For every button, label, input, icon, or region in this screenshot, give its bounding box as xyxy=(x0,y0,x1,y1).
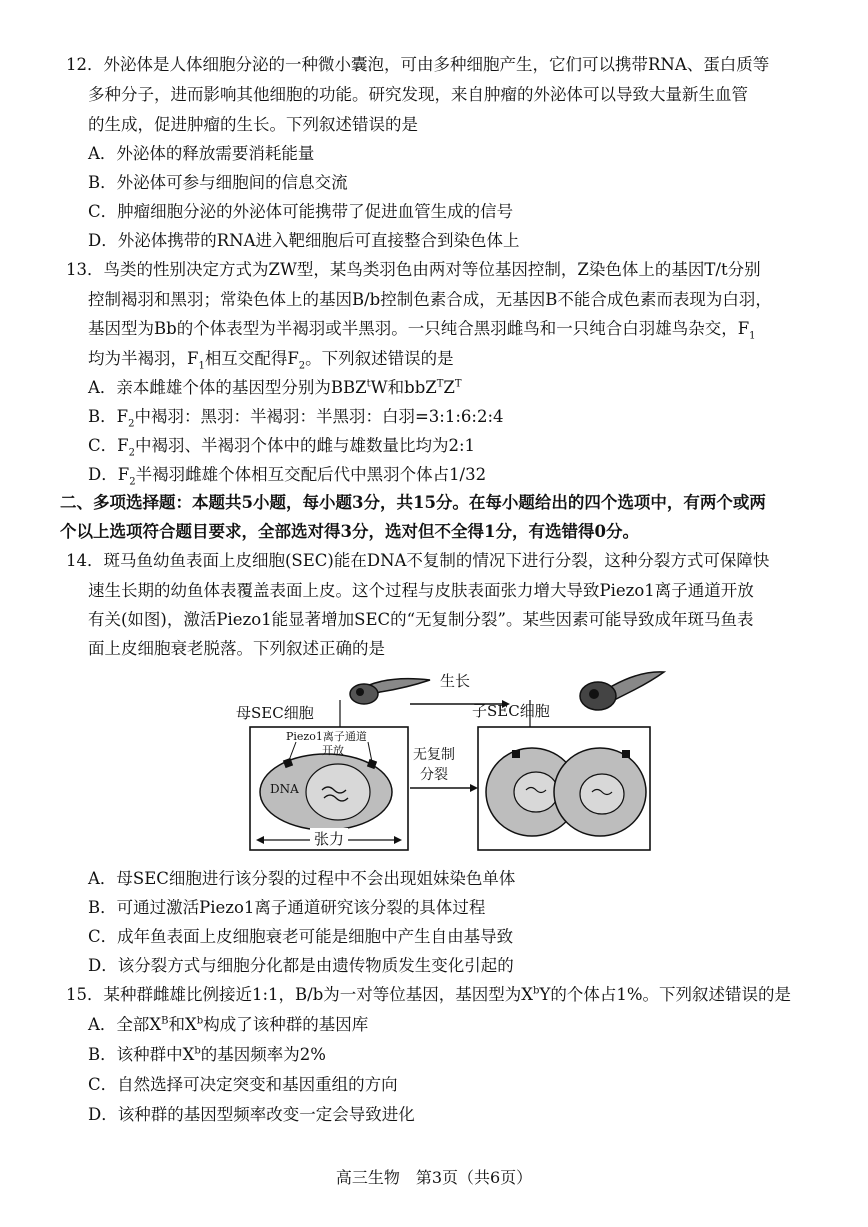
section-2-heading-line-2: 个以上选项符合题目要求，全部选对得3分，选对但不全得1分，有选错得0分。 xyxy=(60,522,639,541)
q14-stem-line-4: 面上皮细胞衰老脱落。下列叙述正确的是 xyxy=(88,639,385,658)
q15-option-d: D．该种群的基因型频率改变一定会导致进化 xyxy=(88,1105,415,1124)
q12-option-b: B．外泌体可参与细胞间的信息交流 xyxy=(88,173,348,192)
section-2-heading-line-1: 二、多项选择题：本题共5小题，每小题3分，共15分。在每小题给出的四个选项中，有两个或两 xyxy=(60,493,766,512)
q13-option-a: A．亲本雌雄个体的基因型分别为BBZ$^t$W和$bbZ^TZ^T$ xyxy=(88,378,462,397)
q14-option-d: D．该分裂方式与细胞分化都是由遗传物质发生变化引起的 xyxy=(88,956,514,975)
mother-cell-label: 母SEC细胞 xyxy=(236,704,314,722)
piezo1-channel-label: Piezo1离子通道 xyxy=(286,730,367,743)
q13-stem-line-1: 13．鸟类的性别决定方式为ZW型，某鸟类羽色由两对等位基因控制，Z染色体上的基因T/t分别 xyxy=(66,260,761,279)
dna-label: DNA xyxy=(270,782,299,796)
q13-stem-line-2: 控制褐羽和黑羽；常染色体上的基因B/b控制色素合成，无基因B不能合成色素而表现为白羽， xyxy=(88,290,772,309)
q14-stem-line-2: 速生长期的幼鱼体表覆盖表面上皮。这个过程与皮肤表面张力增大导致Piezo1离子通道开放 xyxy=(88,581,754,600)
q15-option-b: B．该种群中$X^b$的基因频率为2% xyxy=(88,1045,326,1064)
q15-option-c: C．自然选择可决定突变和基因重组的方向 xyxy=(88,1075,398,1094)
division-label-2: 分裂 xyxy=(420,767,448,783)
growth-label: 生长 xyxy=(440,672,471,690)
fish-larva-small-icon xyxy=(350,679,430,704)
q14-option-b: B．可通过激活Piezo1离子通道研究该分裂的具体过程 xyxy=(88,898,486,917)
fish-larva-large-icon xyxy=(580,672,664,710)
q12-stem-line-1: 12．外泌体是人体细胞分泌的一种微小囊泡，可由多种细胞产生，它们可以携带RNA、蛋白质等 xyxy=(66,55,770,74)
q15-option-a: A．全部$X^B$和$X^b$构成了该种群的基因库 xyxy=(88,1015,369,1034)
q14-stem-line-3: 有关(如图)，激活Piezo1能显著增加SEC的“无复制分裂”。某些因素可能导致成年斑马鱼表 xyxy=(88,610,754,629)
daughter-cell-label: 子SEC细胞 xyxy=(472,702,550,720)
sec-division-diagram xyxy=(230,662,670,862)
q13-option-c: C．$F_2$中褐羽、半褐羽个体中的雌与雄数量比均为2:1 xyxy=(88,436,476,459)
q13-stem-line-4: 均为半褐羽，$F_1$相互交配得$F_2$。下列叙述错误的是 xyxy=(88,349,454,372)
q13-stem-line-3: 基因型为Bb的个体表型为半褐羽或半黑羽。一只纯合黑羽雌鸟和一只纯合白羽雄鸟杂交，$F_1$ xyxy=(88,319,756,342)
channel-open-label: 开放 xyxy=(322,744,344,757)
q12-stem-line-3: 的生成，促进肿瘤的生长。下列叙述错误的是 xyxy=(88,115,418,134)
q14-option-a: A．母SEC细胞进行该分裂的过程中不会出现姐妹染色单体 xyxy=(88,869,516,888)
q13-option-b: B．$F_2$中褐羽：黑羽：半褐羽：半黑羽：白羽=3:1:6:2:4 xyxy=(88,407,504,430)
q13-option-d: D．$F_2$半褐羽雌雄个体相互交配后代中黑羽个体占1/32 xyxy=(88,465,487,488)
tension-label: 张力 xyxy=(310,828,348,849)
q12-option-a: A．外泌体的释放需要消耗能量 xyxy=(88,144,315,163)
q12-option-c: C．肿瘤细胞分泌的外泌体可能携带了促进血管生成的信号 xyxy=(88,202,514,221)
q12-stem-line-2: 多种分子，进而影响其他细胞的功能。研究发现，来自肿瘤的外泌体可以导致大量新生血管 xyxy=(88,85,748,104)
q14-stem-line-1: 14．斑马鱼幼鱼表面上皮细胞(SEC)能在DNA不复制的情况下进行分裂，这种分裂方式可保障快 xyxy=(66,551,770,570)
q15-stem: 15．某种群雌雄比例接近1:1，B/b为一对等位基因，基因型为$X^bY$的个体占1%。下列叙述错误的是 xyxy=(66,985,792,1004)
q14-option-c: C．成年鱼表面上皮细胞衰老可能是细胞中产生自由基导致 xyxy=(88,927,514,946)
page-footer: 高三生物 第3页（共6页） xyxy=(335,1168,533,1187)
division-label-1: 无复制 xyxy=(413,747,455,763)
q12-option-d: D．外泌体携带的RNA进入靶细胞后可直接整合到染色体上 xyxy=(88,231,520,250)
